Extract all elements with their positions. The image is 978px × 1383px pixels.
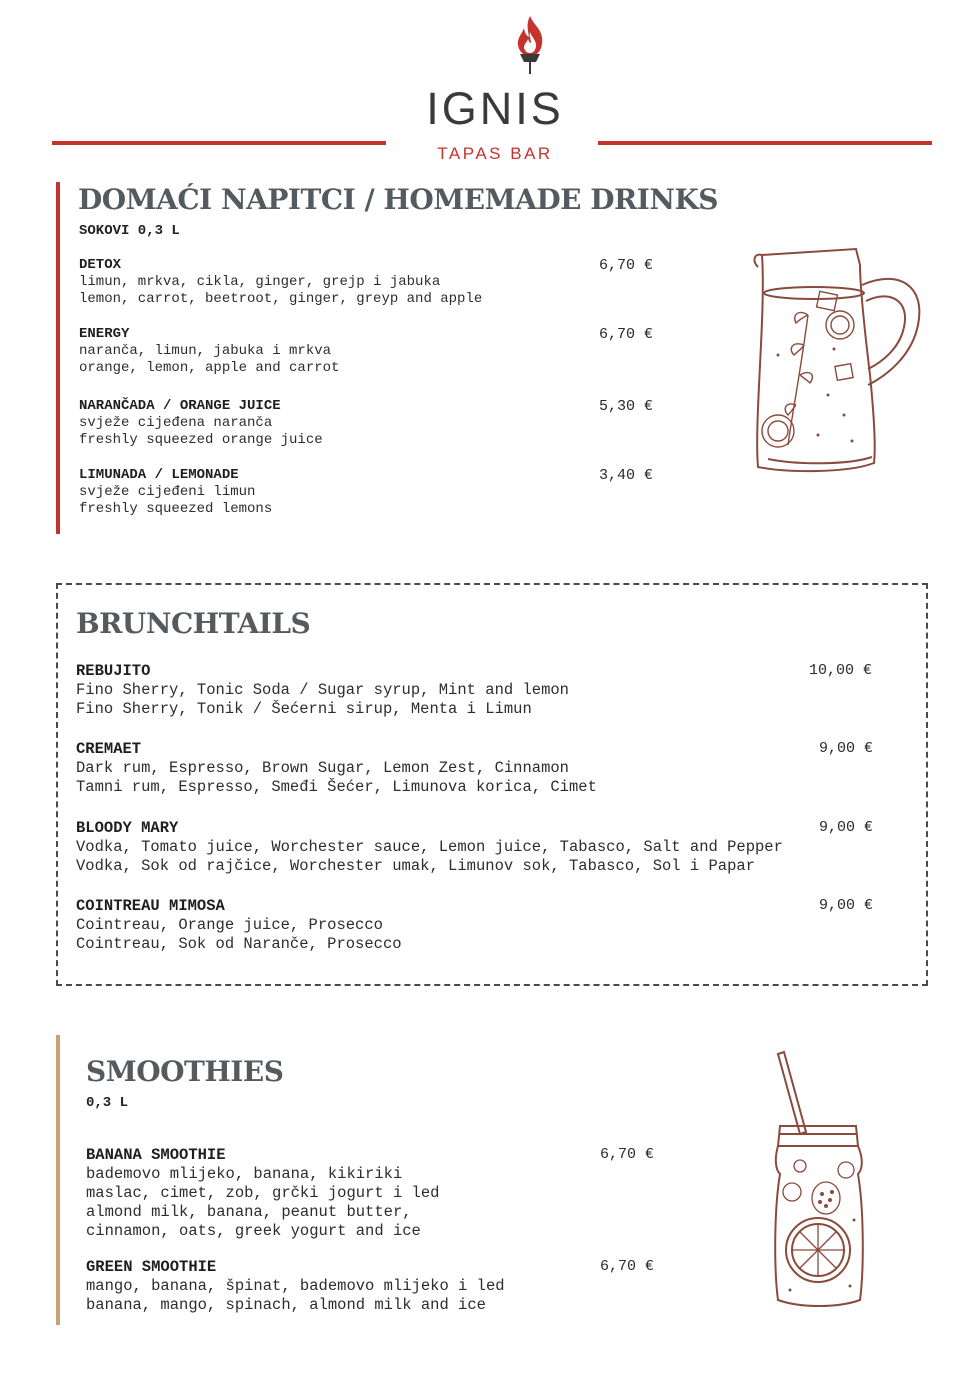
item-desc: Tamni rum, Espresso, Smeđi Šećer, Limunova korica, Cimet (76, 778, 597, 796)
item-desc: Vodka, Sok od rajčice, Worchester umak, Limunov sok, Tabasco, Sol i Papar (76, 857, 756, 875)
item-desc: Fino Sherry, Tonik / Šećerni sirup, Menta i Limun (76, 700, 532, 718)
section-title-homemade: DOMAĆI NAPITCI / HOMEMADE DRINKS (78, 183, 719, 216)
item-name: NARANČADA / ORANGE JUICE (79, 398, 281, 414)
brand-tagline: TAPAS BAR (437, 144, 553, 163)
item-price: 6,70 € (599, 257, 654, 274)
item-price: 3,40 € (599, 467, 654, 484)
item-name: BLOODY MARY (76, 819, 179, 837)
item-name: ENERGY (79, 326, 130, 342)
item-price: 9,00 € (819, 819, 874, 836)
menu-item (86, 1146, 439, 1241)
header-rule-left (52, 141, 386, 145)
flame-icon (510, 14, 550, 74)
section-title-smoothies: SMOOTHIES (86, 1055, 284, 1088)
smoothie-jar-icon (770, 1050, 870, 1312)
item-name: REBUJITO (76, 662, 151, 680)
section-subtitle-smoothies: 0,3 L (86, 1095, 129, 1111)
menu-item (76, 819, 783, 876)
item-desc: banana, mango, spinach, almond milk and ice (86, 1296, 486, 1314)
item-desc: Vodka, Tomato juice, Worchester sauce, Lemon juice, Tabasco, Salt and Pepper (76, 838, 783, 856)
header-rule-right (598, 141, 932, 145)
item-desc: lemon, carrot, beetroot, ginger, greyp and apple (79, 291, 483, 307)
item-desc: cinnamon, oats, greek yogurt and ice (86, 1222, 421, 1240)
menu-item (76, 897, 402, 954)
menu-item (76, 740, 597, 797)
item-desc: Cointreau, Sok od Naranče, Prosecco (76, 935, 402, 953)
brand-logo (424, 14, 566, 163)
item-desc: bademovo mlijeko, banana, kikiriki (86, 1165, 403, 1183)
item-desc: maslac, cimet, zob, grčki jogurt i led (86, 1184, 440, 1202)
item-desc: limun, mrkva, cikla, ginger, grejp i jabuka (79, 274, 441, 290)
item-price: 9,00 € (819, 897, 874, 914)
section-accent-bar (56, 182, 60, 534)
item-name: CREMAET (76, 740, 142, 758)
item-price: 6,70 € (600, 1258, 655, 1275)
brand-name: IGNIS (426, 83, 564, 134)
menu-item (76, 662, 569, 719)
item-name: LIMUNADA / LEMONADE (79, 467, 239, 483)
section-title-brunchtails: BRUNCHTAILS (76, 607, 311, 640)
item-price: 6,70 € (600, 1146, 655, 1163)
item-price: 5,30 € (599, 398, 654, 415)
item-price: 6,70 € (599, 326, 654, 343)
item-name: GREEN SMOOTHIE (86, 1258, 217, 1276)
menu-item (79, 397, 323, 449)
menu-item (79, 256, 482, 308)
item-desc: svježe cijeđeni limun (79, 484, 256, 500)
item-name: COINTREAU MIMOSA (76, 897, 225, 915)
item-price: 9,00 € (819, 740, 874, 757)
item-desc: almond milk, banana, peanut butter, (86, 1203, 412, 1221)
item-desc: freshly squeezed lemons (79, 501, 273, 517)
item-desc: Fino Sherry, Tonic Soda / Sugar syrup, Mint and lemon (76, 681, 569, 699)
menu-item (79, 466, 272, 518)
item-name: BANANA SMOOTHIE (86, 1146, 226, 1164)
menu-item (79, 325, 339, 377)
section-subtitle-homemade: SOKOVI 0,3 L (79, 223, 180, 239)
pitcher-icon (748, 245, 926, 477)
item-price: 10,00 € (809, 662, 873, 679)
section-accent-bar (56, 1035, 60, 1325)
item-desc: orange, lemon, apple and carrot (79, 360, 340, 376)
item-desc: svježe cijeđena naranča (79, 415, 273, 431)
item-desc: Cointreau, Orange juice, Prosecco (76, 916, 383, 934)
item-desc: mango, banana, špinat, bademovo mlijeko i led (86, 1277, 505, 1295)
item-name: DETOX (79, 257, 122, 273)
item-desc: naranča, limun, jabuka i mrkva (79, 343, 332, 359)
item-desc: freshly squeezed orange juice (79, 432, 323, 448)
menu-item (86, 1258, 505, 1315)
item-desc: Dark rum, Espresso, Brown Sugar, Lemon Zest, Cinnamon (76, 759, 569, 777)
